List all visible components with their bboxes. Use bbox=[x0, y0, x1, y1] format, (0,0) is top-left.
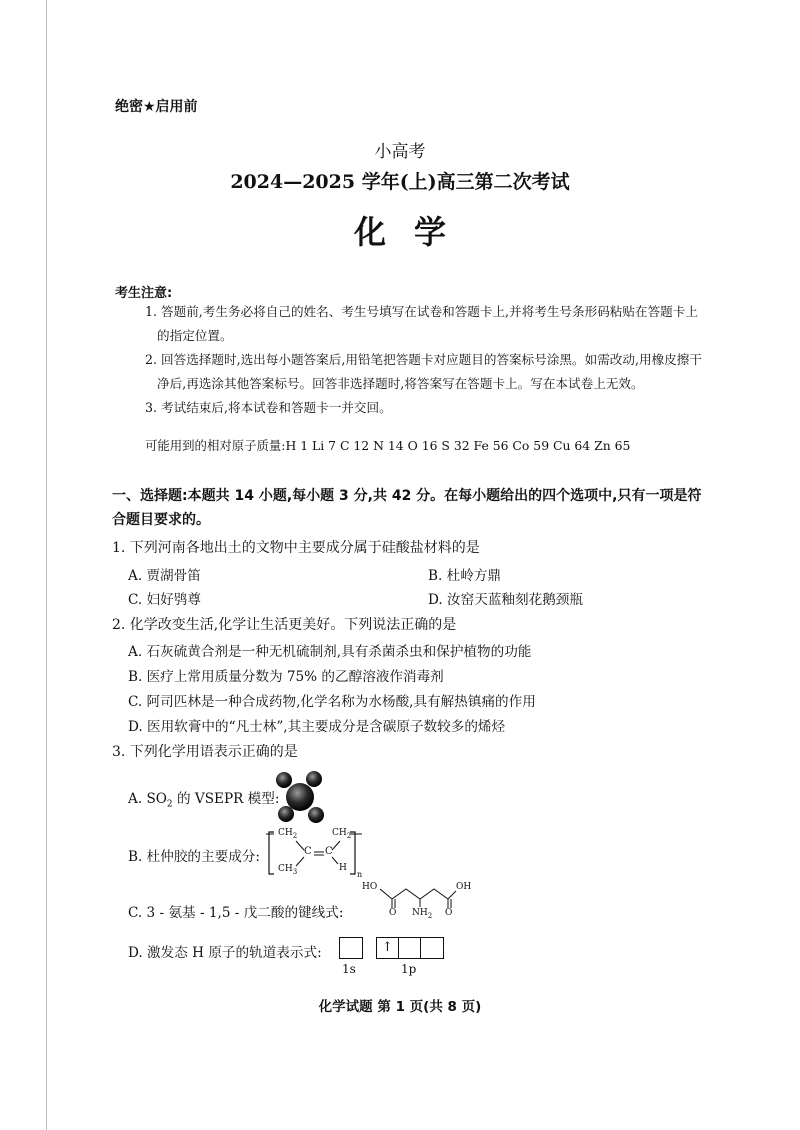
q2-stem: 2. 化学改变生活,化学让生活更美好。下列说法正确的是 bbox=[112, 617, 457, 633]
q2-option-c: C. 阿司匹林是一种合成药物,化学名称为水杨酸,具有解热镇痛的作用 bbox=[128, 694, 536, 710]
gutta-percha-structure bbox=[266, 826, 366, 880]
q3-option-b: B. 杜仲胶的主要成分: bbox=[128, 849, 260, 865]
atomic-masses: 可能用到的相对原子质量:H 1 Li 7 C 12 N 14 O 16 S 32 Fe 56 Co 59 Cu 64 Zn 65 bbox=[145, 438, 631, 453]
notice-list bbox=[145, 300, 705, 420]
notice-item-1: 1. 答题前,考生务必将自己的姓名、考生号填写在试卷和答题卡上,并将考生号条形码粘贴在答题卡上的指定位置。 bbox=[145, 304, 698, 343]
subject-title: 化学 bbox=[353, 213, 474, 251]
orbital-1p-box bbox=[376, 937, 444, 959]
q3-option-c: C. 3 - 氨基 - 1,5 - 戊二酸的键线式: bbox=[128, 905, 344, 921]
ch2-left-label: $CH_2$ bbox=[278, 828, 298, 840]
orbital-1p-divider-2 bbox=[420, 938, 421, 958]
q1-option-c: C. 妇好鸮尊 bbox=[128, 592, 201, 608]
carbon-right-label: C bbox=[325, 846, 333, 857]
publisher-name: 小高考 bbox=[374, 142, 426, 162]
section-1-title: 一、选择题:本题共 14 小题,每小题 3 分,共 42 分。在每小题给出的四个选项中,只有一项是符合题目要求的。 bbox=[112, 488, 702, 528]
notice-heading: 考生注意: bbox=[115, 286, 173, 301]
nh2-label: $NH_2$ bbox=[412, 908, 433, 920]
q3-a-prefix: A. SO bbox=[128, 791, 167, 807]
oxygen-right-label: O bbox=[445, 908, 453, 918]
oxygen-left-label: O bbox=[389, 908, 397, 918]
q1-stem: 1. 下列河南各地出土的文物中主要成分属于硅酸盐材料的是 bbox=[112, 540, 480, 556]
page-footer: 化学试题 第 1 页(共 8 页) bbox=[318, 999, 482, 1015]
ch3-label: $CH_3$ bbox=[278, 864, 298, 876]
ch2-right-label: $CH_2$ bbox=[332, 828, 352, 840]
q3-option-a bbox=[128, 787, 279, 810]
q2-option-b: B. 医疗上常用质量分数为 75% 的乙醇溶液作消毒剂 bbox=[128, 669, 444, 685]
orbital-1s-label: 1s bbox=[342, 962, 356, 976]
orbital-1p-divider-1 bbox=[398, 938, 399, 958]
q1-option-d: D. 汝窑天蓝釉刻花鹅颈瓶 bbox=[428, 592, 583, 608]
q2-option-a: A. 石灰硫黄合剂是一种无机硫制剂,具有杀菌杀虫和保护植物的功能 bbox=[128, 644, 532, 660]
carbon-left-label: C bbox=[304, 846, 312, 857]
q3-a-suffix: 的 VSEPR 模型: bbox=[172, 791, 280, 807]
q3-option-d: D. 激发态 H 原子的轨道表示式: bbox=[128, 945, 322, 961]
hydrogen-label: H bbox=[339, 863, 347, 873]
q1-option-b: B. 杜岭方鼎 bbox=[428, 568, 502, 584]
notice-item-3: 3. 考试结束后,将本试卷和答题卡一并交回。 bbox=[145, 400, 392, 415]
ho-label: HO bbox=[362, 882, 378, 892]
spin-up-arrow-icon: ↑ bbox=[382, 940, 393, 955]
orbital-1s-box bbox=[339, 937, 363, 959]
q3-stem: 3. 下列化学用语表示正确的是 bbox=[112, 744, 298, 760]
orbital-1p-label: 1p bbox=[401, 962, 417, 976]
q3-a-subscript: 2 bbox=[166, 799, 173, 810]
notice-item-2: 2. 回答选择题时,选出每小题答案后,用铅笔把答题卡对应题目的答案标号涂黑。如需改动,用橡皮擦干净后,再选涂其他答案标号。回答非选择题时,将答案写在答题卡上。写在本试卷上无效。 bbox=[145, 352, 702, 391]
so2-vsepr-model bbox=[272, 768, 332, 828]
repeat-n-label: n bbox=[357, 870, 363, 879]
oh-label: OH bbox=[456, 882, 472, 892]
q2-option-d: D. 医用软膏中的“凡士林”,其主要成分是含碳原子数较多的烯烃 bbox=[128, 719, 506, 735]
q1-option-a: A. 贾湖骨笛 bbox=[128, 568, 201, 584]
exam-title: 2024—2025 学年(上)高三第二次考试 bbox=[230, 171, 570, 193]
confidential-label: 绝密★启用前 bbox=[115, 99, 198, 115]
glutamic-acid-skeletal-formula bbox=[360, 880, 480, 922]
